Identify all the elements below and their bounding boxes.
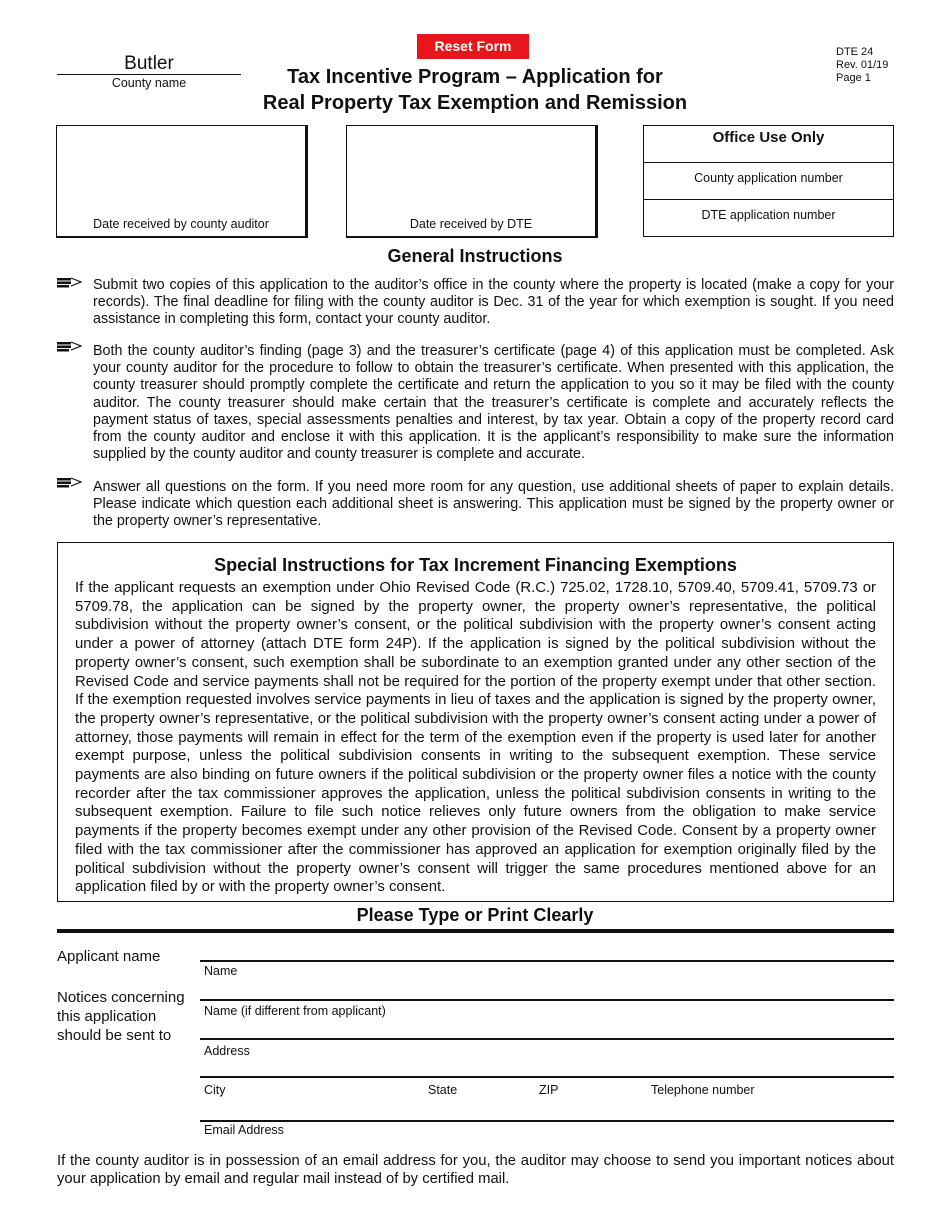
email-notice-text: If the county auditor is in possession of an email address for you, the auditor may choose to send you important notices about your application by email and regular mail instead of by certified mail. <box>57 1153 894 1187</box>
instruction-bullet-1: Submit two copies of this application to the auditor’s office in the county where the property is located (make a copy for your records). The final deadline for filing with the county auditor is Dec. 31 of the year for which exemption is sought. If you need assistance in completing this form, contact your county auditor. <box>93 277 894 328</box>
date-received-auditor-box[interactable] <box>56 125 308 238</box>
applicant-name-label: Applicant name <box>57 948 161 965</box>
pointing-hand-icon <box>57 341 83 353</box>
pointing-hand-icon <box>57 277 83 289</box>
page-title <box>230 64 720 116</box>
date-received-auditor-label: Date received by county auditor <box>93 217 269 231</box>
special-instructions-title: Special Instructions for Tax Increment Financing Exemptions <box>214 555 737 575</box>
email-label: Email Address <box>204 1123 284 1137</box>
title-line-1: Tax Incentive Program – Application for <box>287 66 663 88</box>
office-use-title: Office Use Only <box>644 126 893 163</box>
zip-label: ZIP <box>539 1083 559 1097</box>
telephone-label: Telephone number <box>651 1083 755 1097</box>
county-application-number[interactable]: County application number <box>644 163 893 200</box>
notice-name-input[interactable] <box>200 999 894 1001</box>
instruction-bullet-3: Answer all questions on the form. If you need more room for any question, use additional sheets of paper to explain details. Please indicate which question each additional sheet is answering. This application must be signed by the property owner or the property owner’s representative. <box>93 479 894 530</box>
instruction-bullet-2: Both the county auditor’s finding (page 3) and the treasurer’s certificate (page 4) of this application must be completed. Ask your county auditor for the procedure to follow to obtain the treasurer’s certificate. When presented with this application, the county treasurer should promptly complete the certificate and return the application to you so it may be filed with the county auditor. The county treasurer should make certain that the treasurer’s certificate is complete and accurately reflects the payment status of taxes, special assessments penalties and interest, by tax year. Obtain a copy of the property record card from the county auditor and enclose it with this application. It is the applicant’s responsibility to make sure the information supplied by the county auditor and county treasurer is complete and accurate. <box>93 343 894 463</box>
form-id <box>836 46 888 85</box>
email-input[interactable] <box>200 1120 894 1122</box>
applicant-name-input[interactable] <box>200 960 894 962</box>
page-number: Page 1 <box>836 72 871 84</box>
divider <box>57 929 894 933</box>
city-state-zip-phone-input[interactable] <box>200 1076 894 1078</box>
date-received-dte-label: Date received by DTE <box>409 217 533 231</box>
name-label: Name <box>204 964 238 978</box>
form-section-title: Please Type or Print Clearly <box>356 905 594 925</box>
title-line-2: Real Property Tax Exemption and Remission <box>262 92 688 114</box>
state-label: State <box>428 1083 458 1097</box>
revision: Rev. 01/19 <box>836 59 889 71</box>
city-label: City <box>204 1083 226 1097</box>
address-label: Address <box>204 1044 250 1058</box>
special-instructions-box <box>57 542 894 902</box>
special-instructions-text: If the applicant requests an exemption under Ohio Revised Code (R.C.) 725.02, 1728.10, 5709.40, 5709.41, 5709.73 or 5709.78, the application can be signed by the property owner, the property owner’s representative, the political subdivision without the property owner’s consent, or the political subdivision with the property owner’s consent acting under a power of attorney (attach DTE form 24P). If the application is signed by the political subdivision without the property owner’s consent, such exemption shall be subordinate to an exemption granted under any other section of the Revised Code and service payments shall not be required for the portion of the property exempt under that other section. If the exemption requested involves service payments in lieu of taxes and the application is signed by the property owner, the property owner’s representative, or the political subdivision with the property owner’s consent acting under a power of attorney, those payments will remain in effect for the term of the exemption even if the property is used later for another exempt purpose, unless the political subdivision consents in writing to the subsequent exemption. These service payments are also binding on future owners if the political subdivision or the property owner files a notice with the county recorder after the tax commissioner approves the application, unless the political subdivision consents in writing to the subsequent exemption. Failure to file such notice relieves only future owners from the obligation to make service payments if the property becomes exempt under any other provision of the Revised Code. Consent by a property owner filed with the tax commissioner after the commissioner has approved an application for exemption originally filed by the political subdivision without the property owner’s consent will trigger the same procedures mentioned above for an application filed by or with the property owner’s consent. <box>75 580 876 896</box>
date-received-dte-box[interactable] <box>346 125 598 238</box>
notices-label: Notices concerning this application should be sent to <box>57 989 185 1044</box>
office-use-box <box>643 125 894 237</box>
name-alt-label: Name (if different from applicant) <box>204 1004 386 1018</box>
pointing-hand-icon <box>57 477 83 489</box>
county-name-field[interactable]: Butler <box>57 54 241 75</box>
address-input[interactable] <box>200 1038 894 1040</box>
form-number: DTE 24 <box>836 46 874 58</box>
general-instructions-title: General Instructions <box>387 246 563 266</box>
dte-application-number[interactable]: DTE application number <box>701 208 836 222</box>
county-name-label: County name <box>111 76 187 90</box>
reset-form-button[interactable]: Reset Form <box>417 34 529 59</box>
